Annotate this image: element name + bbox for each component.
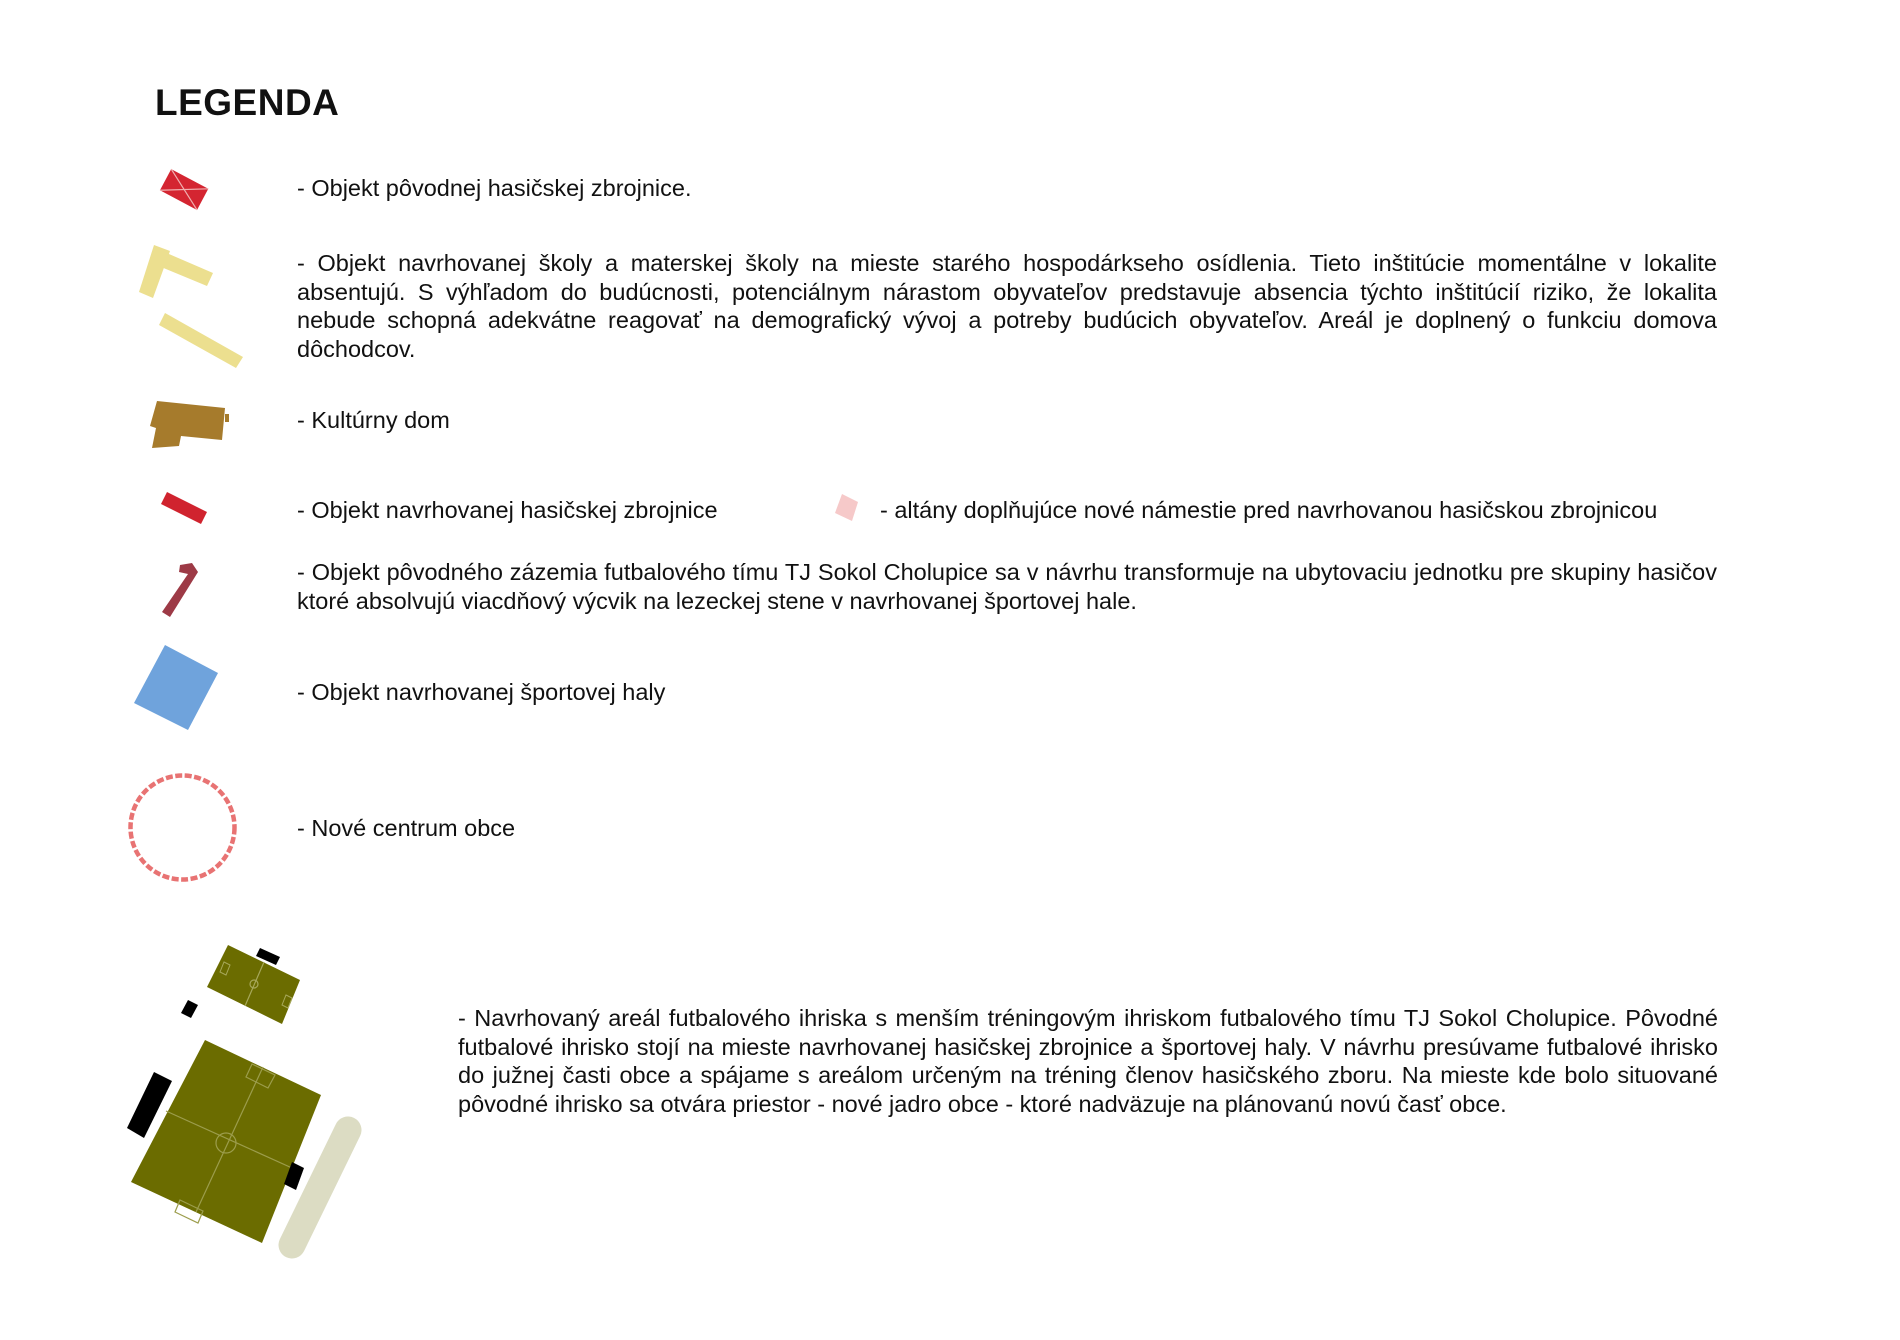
legend-text-gazebo: - altány doplňujúce nové námestie pred navrhovanou hasičskou zbrojnicou (880, 497, 1658, 523)
legend-text-village-center: - Nové centrum obce (297, 815, 516, 841)
legend-text-original-firestation: - Objekt pôvodnej hasičskej zbrojnice. (297, 175, 692, 201)
legend-text-sports-hall: - Objekt navrhovanej športovej haly (297, 679, 666, 705)
gazebo-icon (830, 490, 865, 525)
original-firestation-icon (155, 165, 215, 215)
new-firestation-icon (157, 488, 212, 533)
school-buildings-icon (135, 240, 250, 370)
legend-text-football-pitch: - Navrhovaný areál futbalového ihriska s menším tréningovým ihriskom futbalového tímu TJ Sokol Cholupice. Pôvodné futbalové ihrisko stojí na mieste navrhovanej hasičskej zbrojnice a športovej haly. V návrhu presúvame futbalové ihrisko do južnej časti obce a spájame s areálom určeným na tréning členov hasičského zboru. Na mieste kde bolo situované pôvodné ihrisko sa otvára priestor - nové jadro obce - ktoré nadväzuje na plánovanú novú časť obce. (458, 1005, 1718, 1117)
legend-text-school: - Objekt navrhovanej školy a materskej školy na mieste starého hospodárkseho osídlenia. Tieto inštitúcie momentálne v lokalite absentujú. S výhľadom do budúcnosti, potenciálnym nárastom obyvateľov predstavuje absencia týchto inštitúcií riziko, že lokalita nebude schopná adekvátne reagovať na demografický vývoj a potreby budúcich obyvateľov. Areál je doplnený o funkciu domova dôchodcov. (297, 250, 1717, 362)
village-center-icon (125, 770, 240, 885)
legend-text-culture-house: - Kultúrny dom (297, 407, 450, 433)
sports-hall-icon (130, 640, 225, 735)
legend-text-football-facility: - Objekt pôvodného zázemia futbalového tímu TJ Sokol Cholupice sa v návrhu transformuje na ubytovaciu jednotku pre skupiny hasičov ktoré absolvujú viacdňový výcvik na lezeckej stene v navrhovanej športovej hale. (297, 559, 1717, 614)
football-facility-icon (158, 560, 203, 618)
legend-text-new-firestation: - Objekt navrhovanej hasičskej zbrojnice (297, 497, 718, 523)
culture-house-icon (145, 398, 230, 453)
football-pitch-icon (120, 940, 380, 1270)
legend-title: LEGENDA (155, 82, 340, 123)
